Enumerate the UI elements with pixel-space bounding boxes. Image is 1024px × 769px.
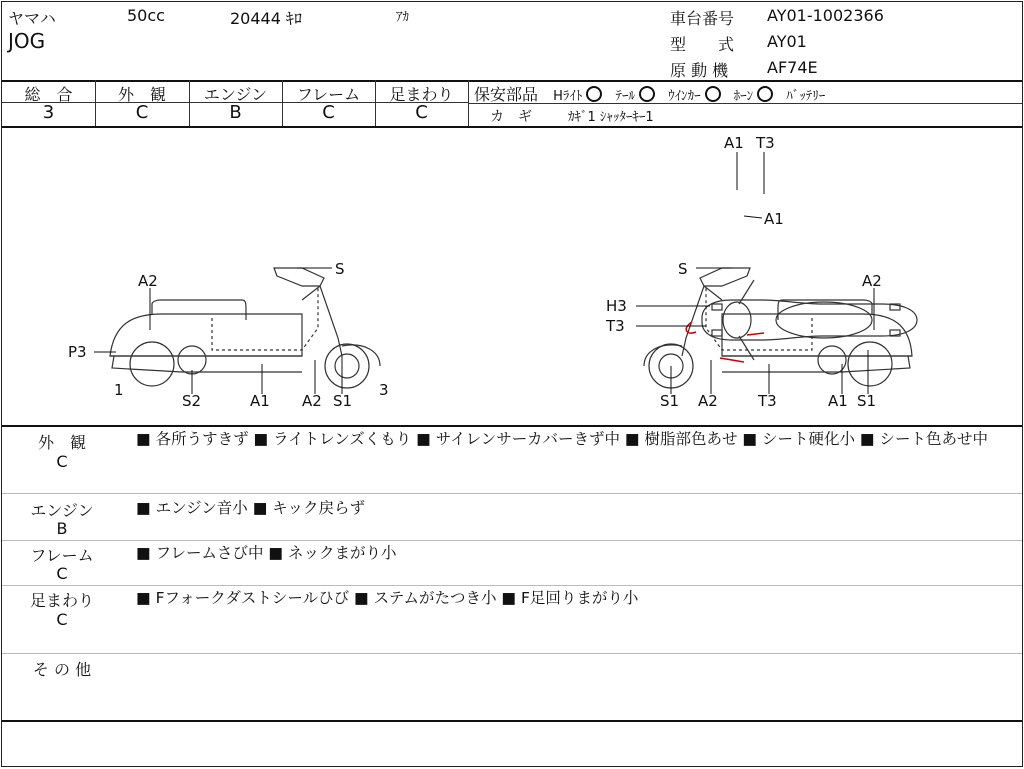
ok-mark-icon bbox=[757, 86, 773, 102]
inspection-sheet bbox=[1, 1, 1023, 767]
exterior-label: 外 観 bbox=[117, 85, 166, 104]
frame-no: AY01-1002366 bbox=[767, 6, 884, 25]
suspension-section-notes: ■ Fフォークダストシールひび ■ ステムがたつき小 ■ F足回りまがり小 bbox=[136, 589, 639, 607]
label-3: 3 bbox=[379, 381, 389, 399]
label-s1: S1 bbox=[333, 392, 353, 410]
label-t3: T3 bbox=[606, 317, 625, 335]
label-a1: A1 bbox=[724, 134, 744, 152]
maker: ヤマハ bbox=[8, 9, 56, 28]
suspension-section-label: 足まわり bbox=[29, 591, 94, 610]
frame-section-label: フレーム bbox=[30, 546, 94, 565]
label-s1: S1 bbox=[660, 392, 680, 410]
label-t3: T3 bbox=[758, 392, 777, 410]
type-label: 型 式 bbox=[670, 35, 735, 54]
label-a1: A1 bbox=[250, 392, 270, 410]
frame-no-label: 車台番号 bbox=[670, 9, 735, 28]
safety-label: 保安部品 bbox=[474, 85, 539, 104]
safety-item-horn: ﾎｰﾝ bbox=[733, 89, 754, 104]
ok-mark-icon bbox=[586, 86, 602, 102]
frame-grade: C bbox=[322, 102, 335, 123]
suspension-section-grade: C bbox=[56, 610, 68, 629]
label-s2: S2 bbox=[182, 392, 202, 410]
damage-diagram bbox=[2, 128, 1023, 425]
safety-item-tail: ﾃｰﾙ bbox=[615, 89, 635, 104]
safety-item-battery: ﾊﾞｯﾃﾘｰ bbox=[786, 89, 826, 104]
frame-label: フレーム bbox=[296, 85, 361, 104]
key-label: カ ギ bbox=[490, 109, 532, 125]
section-divider bbox=[2, 425, 1022, 427]
frame-section-notes: ■ フレームさび中 ■ ネックまがり小 bbox=[136, 544, 397, 562]
label-a2: A2 bbox=[302, 392, 322, 410]
label-a1: A1 bbox=[828, 392, 848, 410]
ok-mark-icon bbox=[705, 86, 721, 102]
label-a1: A1 bbox=[764, 210, 784, 228]
displacement: 50cc bbox=[127, 6, 165, 25]
exterior-section-notes: ■ 各所うすきず ■ ライトレンズくもり ■ サイレンサーカバーきず中 ■ 樹脂部色あせ ■ シート硬化小 ■ シート色あせ中 bbox=[136, 430, 988, 448]
safety-parts bbox=[474, 82, 825, 105]
exterior-section-grade: C bbox=[56, 452, 68, 471]
ok-mark-icon bbox=[639, 86, 655, 102]
label-a2: A2 bbox=[138, 272, 158, 290]
section-divider bbox=[2, 585, 1022, 586]
label-1: 1 bbox=[114, 381, 124, 399]
label-t3: T3 bbox=[756, 134, 775, 152]
frame-section-grade: C bbox=[56, 564, 68, 583]
damage-mark-icon bbox=[747, 333, 764, 335]
callout-lines bbox=[94, 152, 874, 394]
exterior-section-label: 外 観 bbox=[37, 433, 86, 452]
engine-label: エンジン bbox=[203, 85, 268, 104]
label-p3: P3 bbox=[68, 343, 87, 361]
label-s1: S1 bbox=[857, 392, 877, 410]
engine-model: AF74E bbox=[767, 58, 818, 77]
section-divider bbox=[2, 540, 1022, 541]
section-divider bbox=[2, 653, 1022, 654]
color: ｱｶ bbox=[396, 10, 409, 25]
exterior-grade: C bbox=[135, 102, 149, 123]
section-divider bbox=[2, 720, 1022, 722]
label-h3: H3 bbox=[606, 297, 627, 315]
engine-grade: B bbox=[229, 102, 242, 123]
key-value: ｶｷﾞ1 ｼｬｯﾀｰｷｰ1 bbox=[568, 110, 654, 125]
safety-item-winker: ｳｲﾝｶｰ bbox=[668, 89, 701, 104]
engine-model-label: 原 動 機 bbox=[670, 61, 729, 80]
label-a2: A2 bbox=[698, 392, 718, 410]
overall-label: 総 合 bbox=[24, 85, 73, 104]
section-divider bbox=[2, 493, 1022, 494]
engine-section-grade: B bbox=[56, 519, 68, 538]
label-s: S bbox=[335, 260, 345, 278]
suspension-label: 足まわり bbox=[389, 85, 454, 104]
safety-item-headlight: Hﾗｲﾄ bbox=[553, 89, 583, 104]
suspension-grade: C bbox=[415, 102, 428, 123]
other-section-label: そ の 他 bbox=[32, 660, 92, 679]
mileage: 20444 ｷﾛ bbox=[230, 9, 302, 28]
type-value: AY01 bbox=[767, 32, 807, 51]
overall-grade: 3 bbox=[42, 102, 55, 123]
label-a2: A2 bbox=[862, 272, 882, 290]
engine-section-notes: ■ エンジン音小 ■ キック戻らず bbox=[136, 499, 365, 517]
model-name: JOG bbox=[8, 29, 46, 53]
label-s: S bbox=[678, 260, 688, 278]
engine-section-label: エンジン bbox=[30, 501, 94, 520]
